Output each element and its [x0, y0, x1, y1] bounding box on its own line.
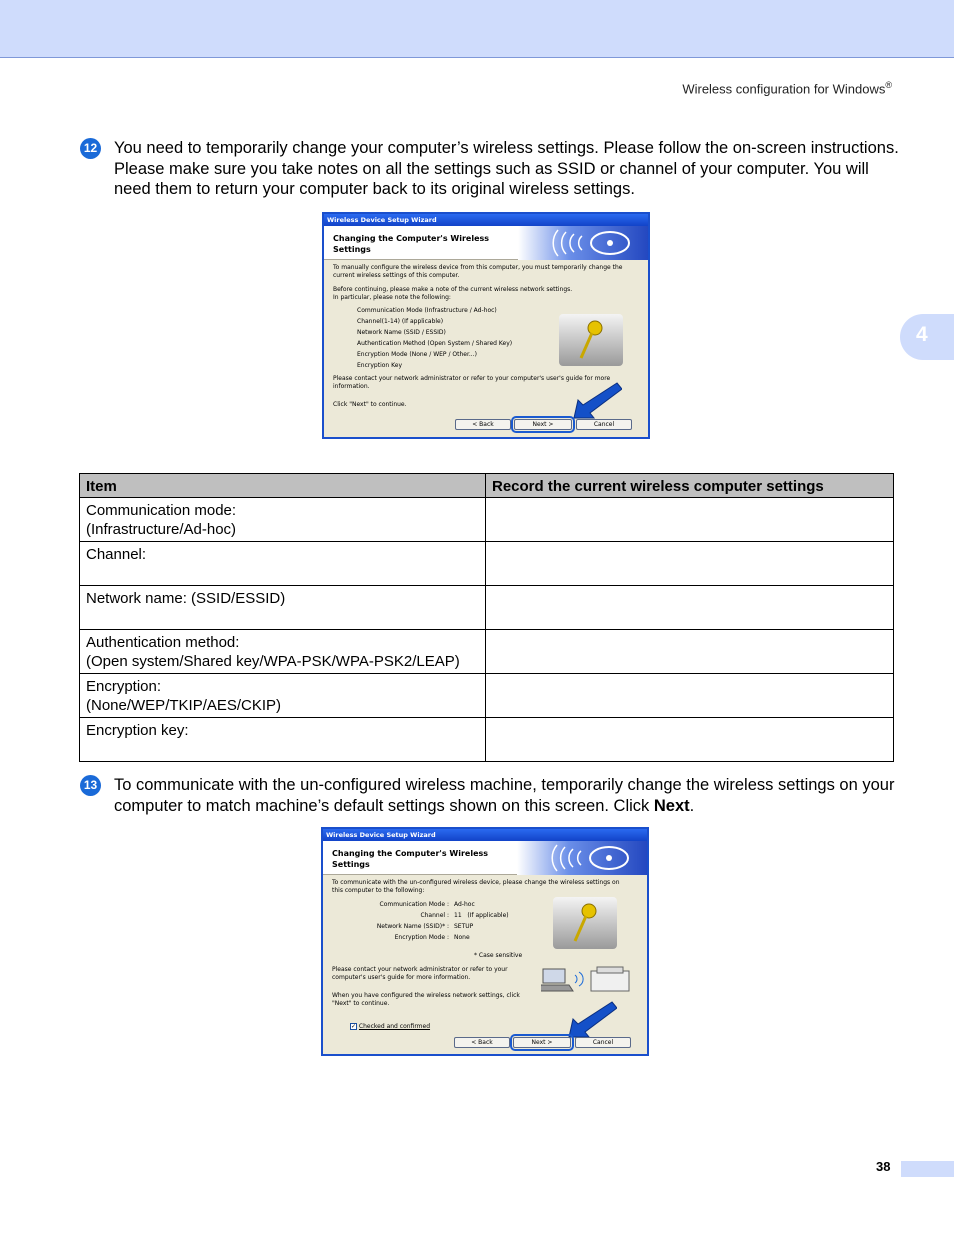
table-row: Encryption key:	[80, 718, 894, 762]
record-cell[interactable]	[486, 630, 894, 674]
wizard-heading: Changing the Computer's Wireless Settings	[332, 849, 489, 869]
record-cell[interactable]	[486, 498, 894, 542]
wizard-screenshot-1	[322, 212, 650, 439]
cancel-button[interactable]: Cancel	[576, 419, 632, 430]
wizard-screenshot-2	[321, 827, 649, 1056]
table-row: Authentication method: (Open system/Shared key/WPA-PSK/WPA-PSK2/LEAP)	[80, 630, 894, 674]
key-icon	[553, 897, 617, 949]
column-header: Item	[80, 474, 486, 498]
header-band	[0, 0, 954, 58]
record-cell[interactable]	[486, 718, 894, 762]
record-cell[interactable]	[486, 586, 894, 630]
step-number-badge: 12	[80, 138, 101, 159]
next-button[interactable]: Next >	[513, 1037, 571, 1048]
back-button[interactable]: < Back	[454, 1037, 510, 1048]
wizard-body: To manually configure the wireless device from this computer, you must temporarily change the current wireless settings of this computer. Before continuing, please make a note of the current wireless network settings. In particular, please note the following: Communication Mode (Infrastructure / Ad-hoc) Channel(1-14) (If applicable) Network Name (SSID / ESSID) Authentication Method (Open System / Shared Key) Encryption Mode (None / WEP / Other...) Encryption Key Please contact your network administrator or refer to your computer's user's guide for more information. Click "Next" to continue. < Back Next > Cancel	[324, 260, 648, 425]
record-cell[interactable]	[486, 674, 894, 718]
chapter-tab: 4	[900, 314, 954, 360]
table-row: Communication mode: (Infrastructure/Ad-hoc)	[80, 498, 894, 542]
wireless-banner	[518, 226, 648, 260]
step-number-badge: 13	[80, 775, 101, 796]
window-title: Wireless Device Setup Wizard	[323, 829, 647, 841]
wifi-signal-icon	[517, 841, 647, 875]
wizard-header	[324, 226, 648, 260]
pointer-arrow-icon	[572, 380, 622, 420]
confirm-checkbox[interactable]: ✓ Checked and confirmed	[351, 1023, 431, 1030]
step-13	[80, 775, 900, 816]
cancel-button[interactable]: Cancel	[575, 1037, 631, 1048]
wizard-heading: Changing the Computer's Wireless Settings	[333, 234, 490, 254]
table-header-row	[80, 474, 894, 498]
page-number-bar	[901, 1161, 954, 1177]
window-title: Wireless Device Setup Wizard	[324, 214, 648, 226]
table-row: Network name: (SSID/ESSID)	[80, 586, 894, 630]
wifi-signal-icon	[518, 226, 648, 260]
page-number: 38	[876, 1159, 891, 1174]
next-button[interactable]: Next >	[514, 419, 572, 430]
wizard-body: To communicate with the un-configured wireless device, please change the wireless settings on this computer to the following: Communication Mode : Ad-hoc Channel : 11 (If applicable) Network Name (SSID)* : SETUP Encryption Mode : None * Case sensitive Please contact your network administrator or refer to your computer's user's guide for more information. When you have configured the wireless network settings, click "Next" to continue. ✓ Checked and confirmed < Back Next > Cancel	[323, 875, 647, 1042]
step-12	[80, 138, 900, 200]
wireless-banner	[517, 841, 647, 875]
key-icon	[559, 314, 623, 366]
back-button[interactable]: < Back	[455, 419, 511, 430]
pointer-arrow-icon	[567, 999, 617, 1039]
settings-record-table	[79, 473, 894, 762]
step-13-text: To communicate with the un-configured wireless machine, temporarily change the wireless settings on your computer to match machine’s default settings shown on this screen. Click Next.	[114, 776, 895, 815]
table-row: Channel:	[80, 542, 894, 586]
step-12-text: You need to temporarily change your computer’s wireless settings. Please follow the on-screen instructions. Please make sure you take notes on all the settings such as SSID or channel of your computer. You will need them to return your computer back to its original wireless settings.	[114, 139, 899, 199]
column-header: Record the current wireless computer settings	[486, 474, 894, 498]
running-header: Wireless configuration for Windows®	[682, 80, 892, 97]
wizard-header	[323, 841, 647, 875]
laptop-printer-icon	[541, 963, 633, 997]
record-cell[interactable]	[486, 542, 894, 586]
table-row: Encryption: (None/WEP/TKIP/AES/CKIP)	[80, 674, 894, 718]
